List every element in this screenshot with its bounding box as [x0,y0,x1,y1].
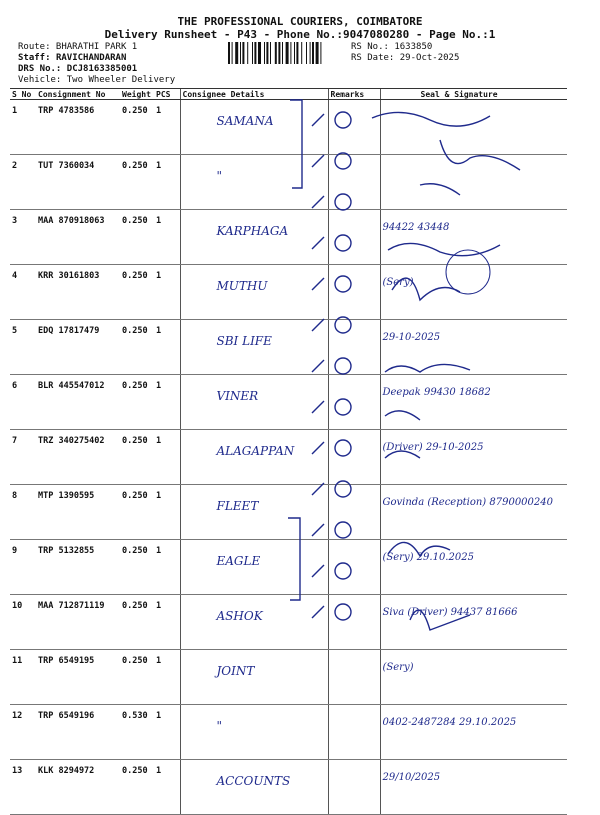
barcode-bar [294,42,295,64]
cell-weight: 0.250 [120,595,154,650]
cell-consignee: SAMANA [180,100,328,155]
runsheet-table [10,88,567,815]
cell-pcs: 1 [154,650,180,705]
cell-remarks [328,485,380,540]
cell-remarks [328,100,380,155]
runsheet-subtitle: Delivery Runsheet - P43 - Phone No.:9047080280 - Page No.:1 [104,28,496,41]
cell-pcs: 1 [154,760,180,815]
cell-signature [380,155,567,210]
cell-consignment: MTP 1390595 [36,485,120,540]
cell-pcs: 1 [154,485,180,540]
staff-line [18,53,126,63]
col-weight: Weight [120,89,154,100]
cell-signature: Deepak 99430 18682 [380,375,567,430]
drs-line [18,64,137,74]
cell-weight: 0.250 [120,650,154,705]
col-signature: Seal & Signature [380,89,567,100]
cell-consignment: MAA 712871119 [36,595,120,650]
barcode-bar [252,42,253,64]
cell-weight: 0.250 [120,210,154,265]
cell-consignment: MAA 870918063 [36,210,120,265]
cell-sno: 13 [10,760,36,815]
barcode-bar [258,42,261,64]
cell-weight: 0.250 [120,100,154,155]
table-row [10,375,567,430]
cell-consignment: BLR 445547012 [36,375,120,430]
staff-name: RAVICHANDARAN [55,53,127,63]
cell-consignment: EDQ 17817479 [36,320,120,375]
cell-consignee: EAGLE [180,540,328,595]
cell-consignment: TRZ 340275402 [36,430,120,485]
barcode-bar [266,42,268,64]
cell-consignment: KRR 30161803 [36,265,120,320]
cell-consignee: VINER [180,375,328,430]
table-row [10,650,567,705]
staff-label: Staff: [18,53,51,63]
cell-pcs: 1 [154,705,180,760]
barcode-bar [290,42,291,64]
cell-weight: 0.250 [120,265,154,320]
barcode-bar [296,42,298,64]
table-row [10,430,567,485]
cell-sno: 12 [10,705,36,760]
cell-weight: 0.250 [120,320,154,375]
barcode-bar [240,42,241,64]
cell-remarks [328,760,380,815]
barcode-bar [275,42,277,64]
col-pcs: PCS [154,89,180,100]
cell-sno: 1 [10,100,36,155]
col-consignee: Consignee Details [180,89,328,100]
cell-weight: 0.250 [120,375,154,430]
cell-sno: 5 [10,320,36,375]
cell-weight: 0.250 [120,760,154,815]
cell-consignee: SBI LIFE [180,320,328,375]
cell-consignee: ACCOUNTS [180,760,328,815]
cell-sno: 7 [10,430,36,485]
col-remarks: Remarks [328,89,380,100]
vehicle-label: Vehicle: Two Wheeler Delivery [18,75,176,85]
cell-signature: (Sery) [380,265,567,320]
barcode-bar [316,42,319,64]
rs-number: RS No.: 1633850 [351,42,433,52]
cell-pcs: 1 [154,100,180,155]
table-row [10,265,567,320]
barcode-bar [312,42,314,64]
route-label: Route: BHARATHI PARK 1 [18,42,138,52]
cell-sno: 4 [10,265,36,320]
barcode-bar [247,42,248,64]
rs-date: RS Date: 29-Oct-2025 [351,53,460,63]
cell-weight: 0.250 [120,430,154,485]
barcode-bar [282,42,283,64]
company-title: THE PROFESSIONAL COURIERS, COIMBATORE [177,15,423,28]
table-row [10,540,567,595]
table-row [10,100,567,155]
cell-weight: 0.250 [120,540,154,595]
cell-consignment: TUT 7360034 [36,155,120,210]
cell-remarks [328,155,380,210]
cell-signature: 94422 43448 [380,210,567,265]
table-row [10,485,567,540]
table-row [10,320,567,375]
cell-consignee: KARPHAGA [180,210,328,265]
cell-pcs: 1 [154,375,180,430]
cell-weight: 0.250 [120,485,154,540]
cell-signature: Govinda (Reception) 8790000240 [380,485,567,540]
barcode-bar [232,42,233,64]
cell-consignee: ALAGAPPAN [180,430,328,485]
cell-pcs: 1 [154,210,180,265]
cell-pcs: 1 [154,265,180,320]
table-header-row [10,89,567,100]
cell-consignee: JOINT [180,650,328,705]
barcode [228,42,348,64]
cell-consignee: FLEET [180,485,328,540]
cell-sno: 3 [10,210,36,265]
cell-remarks [328,375,380,430]
cell-sno: 9 [10,540,36,595]
table-row [10,760,567,815]
cell-signature: 29/10/2025 [380,760,567,815]
cell-sno: 6 [10,375,36,430]
barcode-bar [320,42,321,64]
table-row [10,595,567,650]
cell-signature: 29-10-2025 [380,320,567,375]
cell-consignment: KLK 8294972 [36,760,120,815]
barcode-bar [306,42,307,64]
cell-remarks [328,265,380,320]
barcode-bar [228,42,230,64]
cell-consignee: MUTHU [180,265,328,320]
cell-consignee: ASHOK [180,595,328,650]
cell-signature: (Sery) 29.10.2025 [380,540,567,595]
cell-weight: 0.530 [120,705,154,760]
cell-sno: 2 [10,155,36,210]
drs-number: DCJ8163385001 [66,64,138,74]
cell-signature: Siva (Driver) 94437 81666 [380,595,567,650]
barcode-bar [310,42,311,64]
cell-consignment: TRP 5132855 [36,540,120,595]
cell-remarks [328,320,380,375]
cell-pcs: 1 [154,595,180,650]
cell-pcs: 1 [154,430,180,485]
barcode-bar [278,42,280,64]
cell-pcs: 1 [154,540,180,595]
cell-sno: 10 [10,595,36,650]
barcode-bar [242,42,244,64]
table-row [10,210,567,265]
cell-remarks [328,210,380,265]
cell-remarks [328,540,380,595]
barcode-bar [286,42,289,64]
barcode-bar [235,42,238,64]
table-row [10,155,567,210]
cell-consignment: TRP 6549195 [36,650,120,705]
cell-sno: 8 [10,485,36,540]
cell-pcs: 1 [154,155,180,210]
cell-remarks [328,650,380,705]
barcode-bar [254,42,256,64]
barcode-bar [270,42,271,64]
table-row [10,705,567,760]
col-consignment: Consignment No [36,89,120,100]
cell-consignee: " [180,705,328,760]
cell-remarks [328,430,380,485]
cell-consignee: " [180,155,328,210]
cell-signature: (Sery) [380,650,567,705]
cell-pcs: 1 [154,320,180,375]
cell-signature [380,100,567,155]
barcode-bar [264,42,265,64]
cell-sno: 11 [10,650,36,705]
barcode-bar [301,42,302,64]
cell-weight: 0.250 [120,155,154,210]
cell-signature: (Driver) 29-10-2025 [380,430,567,485]
cell-remarks [328,705,380,760]
cell-consignment: TRP 6549196 [36,705,120,760]
col-sno: S No [10,89,36,100]
cell-signature: 0402-2487284 29.10.2025 [380,705,567,760]
drs-label: DRS No.: [18,64,62,74]
cell-consignment: TRP 4783586 [36,100,120,155]
cell-remarks [328,595,380,650]
